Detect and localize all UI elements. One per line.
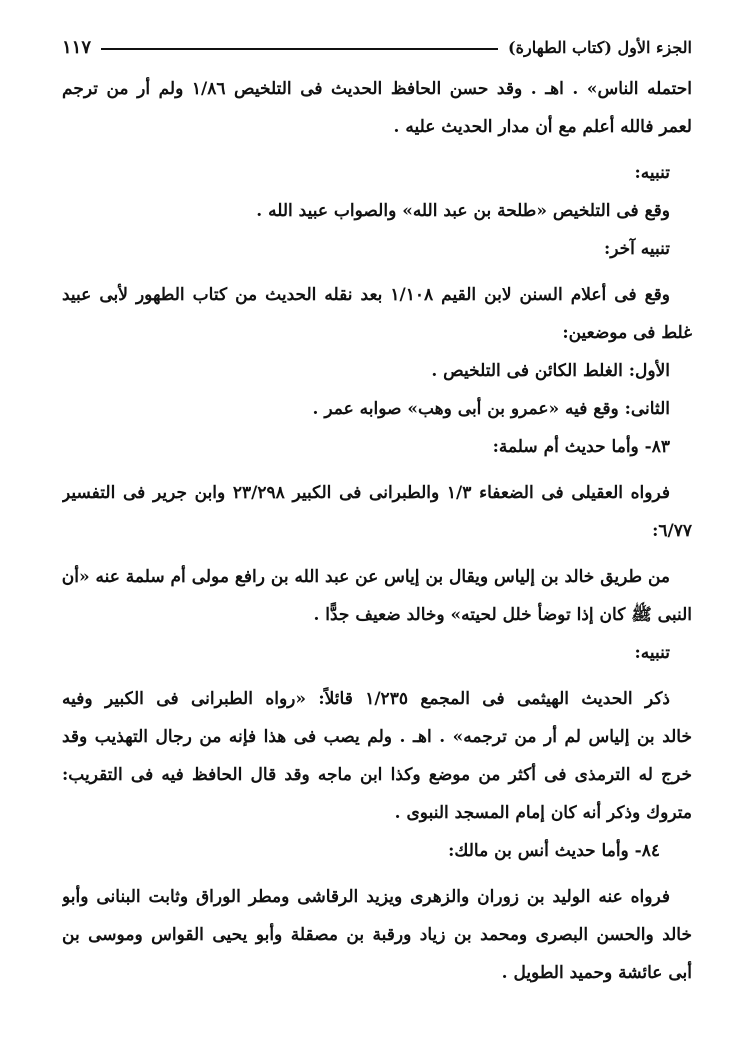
- text-line: ذكر الحديث الهيثمى فى المجمع ١/٢٣٥ قائلاً: «رواه الطبرانى فى الكبير وفيه: [62, 689, 671, 709]
- note-heading: تنبيه:: [634, 643, 670, 663]
- text-line: ٦/٧٧:: [652, 521, 692, 541]
- text-line: خالد والحسن البصرى ومحمد بن زياد ورقبة بن مصقلة وأبو يحيى القواس وموسى بن: [62, 925, 692, 945]
- list-item: الثانى: وقع فيه «عمرو بن أبى وهب» صوابه عمر .: [312, 399, 670, 419]
- note-heading: تنبيه:: [634, 163, 670, 183]
- text-line: النبى ﷺ كان إذا توضأ خلل لحيته» وخالد ضعيف جدًّا .: [313, 605, 692, 625]
- text-line: متروك وذكر أنه كان إمام المسجد النبوى .: [394, 803, 692, 823]
- text-line: لعمر فالله أعلم مع أن مدار الحديث عليه .: [393, 117, 692, 137]
- text-line: فرواه العقيلى فى الضعفاء ١/٣ والطبرانى فى الكبير ٢٣/٢٩٨ وابن جرير فى التفسير: [62, 483, 670, 503]
- text-line: احتمله الناس» . اهـ . وقد حسن الحافظ الحديث فى التلخيص ١/٨٦ ولم أر من ترجم: [62, 79, 692, 99]
- text-line: وقع فى أعلام السنن لابن القيم ١/١٠٨ بعد نقله الحديث من كتاب الطهور لأبى عبيد: [62, 285, 670, 305]
- running-title: الجزء الأول (كتاب الطهارة): [508, 37, 692, 57]
- page-number: ١١٧: [62, 36, 92, 58]
- text-line: غلط فى موضعين:: [562, 323, 692, 343]
- text-line: خالد بن إلياس لم أر من ترجمه» . اهـ . ولم يصب فى هذا فإنه من رجال التهذيب وقد: [62, 727, 692, 747]
- note-heading: تنبيه آخر:: [603, 239, 670, 259]
- text-line: من طريق خالد بن إلياس ويقال بن إياس عن عبد الله بن رافع مولى أم سلمة عنه «أن: [62, 567, 670, 587]
- page-body: [62, 70, 692, 992]
- text-line: وقع فى التلخيص «طلحة بن عبد الله» والصواب عبيد الله .: [256, 201, 670, 221]
- header-rule: [101, 48, 498, 50]
- text-line: أبى عائشة وحميد الطويل .: [501, 963, 692, 983]
- section-heading: ٨٤- وأما حديث أنس بن مالك:: [448, 841, 660, 861]
- running-header: [62, 34, 692, 60]
- section-heading: ٨٣- وأما حديث أم سلمة:: [492, 437, 670, 457]
- text-line: فرواه عنه الوليد بن زوران والزهرى ويزيد الرقاشى ومطر الوراق وثابت البنانى وأبو: [62, 887, 670, 907]
- text-line: خرج له الترمذى فى أكثر من موضع وكذا ابن ماجه وقد قال الحافظ فيه فى التقريب:: [62, 765, 692, 785]
- list-item: الأول: الغلط الكائن فى التلخيص .: [431, 361, 670, 381]
